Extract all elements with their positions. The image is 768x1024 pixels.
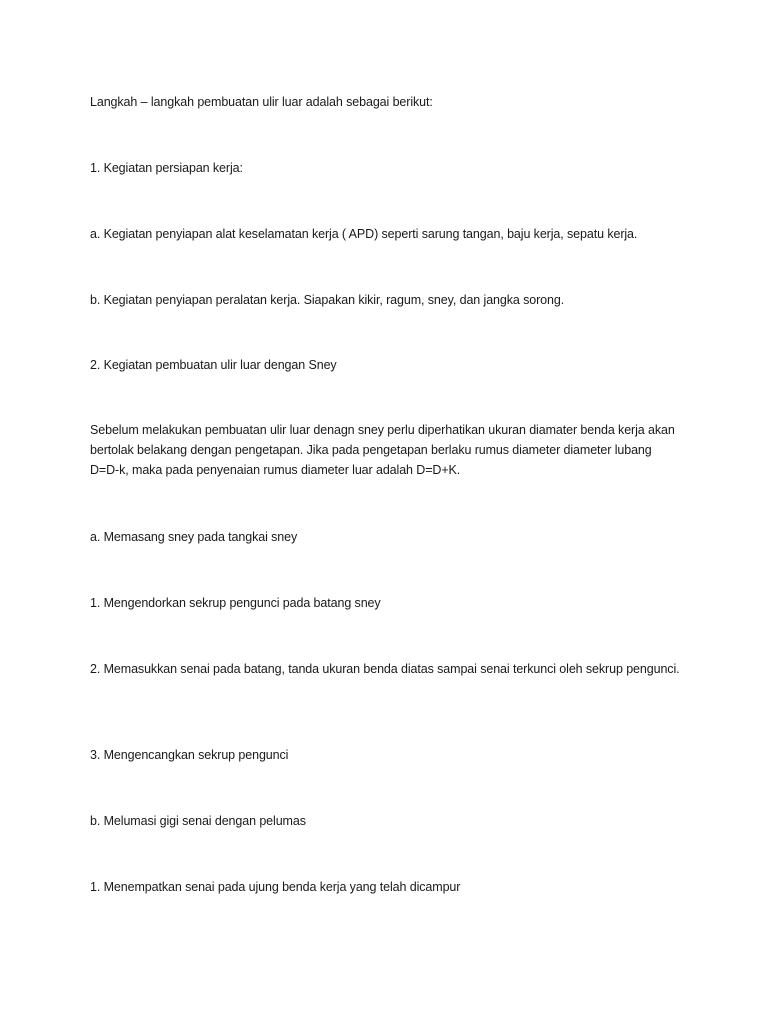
step-2-heading: 2. Kegiatan pembuatan ulir luar dengan Sney xyxy=(90,358,337,372)
step-1b-text: b. Kegiatan penyiapan peralatan kerja. Siapakan kikir, ragum, sney, dan jangka sorong. xyxy=(90,293,565,307)
step-2a-heading: a. Memasang sney pada tangkai sney xyxy=(90,530,298,544)
step-1a-text: a. Kegiatan penyiapan alat keselamatan kerja ( APD) seperti sarung tangan, baju kerja, sepatu kerja. xyxy=(90,227,638,241)
explanation-paragraph: Sebelum melakukan pembuatan ulir luar denagn sney perlu diperhatikan ukuran diamater benda kerja akan bertolak belakang dengan pengetapan. Jika pada pengetapan berlaku rumus diameter diameter lubang D=D-k, maka pada penyenaian rumus diameter luar adalah D=D+K. xyxy=(90,423,675,477)
step-2b-heading: b. Melumasi gigi senai dengan pelumas xyxy=(90,814,306,828)
step-2a-3-text: 3. Mengencangkan sekrup pengunci xyxy=(90,748,289,762)
intro-paragraph: Langkah – langkah pembuatan ulir luar adalah sebagai berikut: xyxy=(90,95,433,109)
step-1-heading: 1. Kegiatan persiapan kerja: xyxy=(90,161,243,175)
step-2a-1-text: 1. Mengendorkan sekrup pengunci pada batang sney xyxy=(90,596,381,610)
step-2a-2-text: 2. Memasukkan senai pada batang, tanda ukuran benda diatas sampai senai terkunci oleh sekrup pengunci. xyxy=(90,662,680,676)
step-2b-1-text: 1. Menempatkan senai pada ujung benda kerja yang telah dicampur xyxy=(90,880,461,894)
